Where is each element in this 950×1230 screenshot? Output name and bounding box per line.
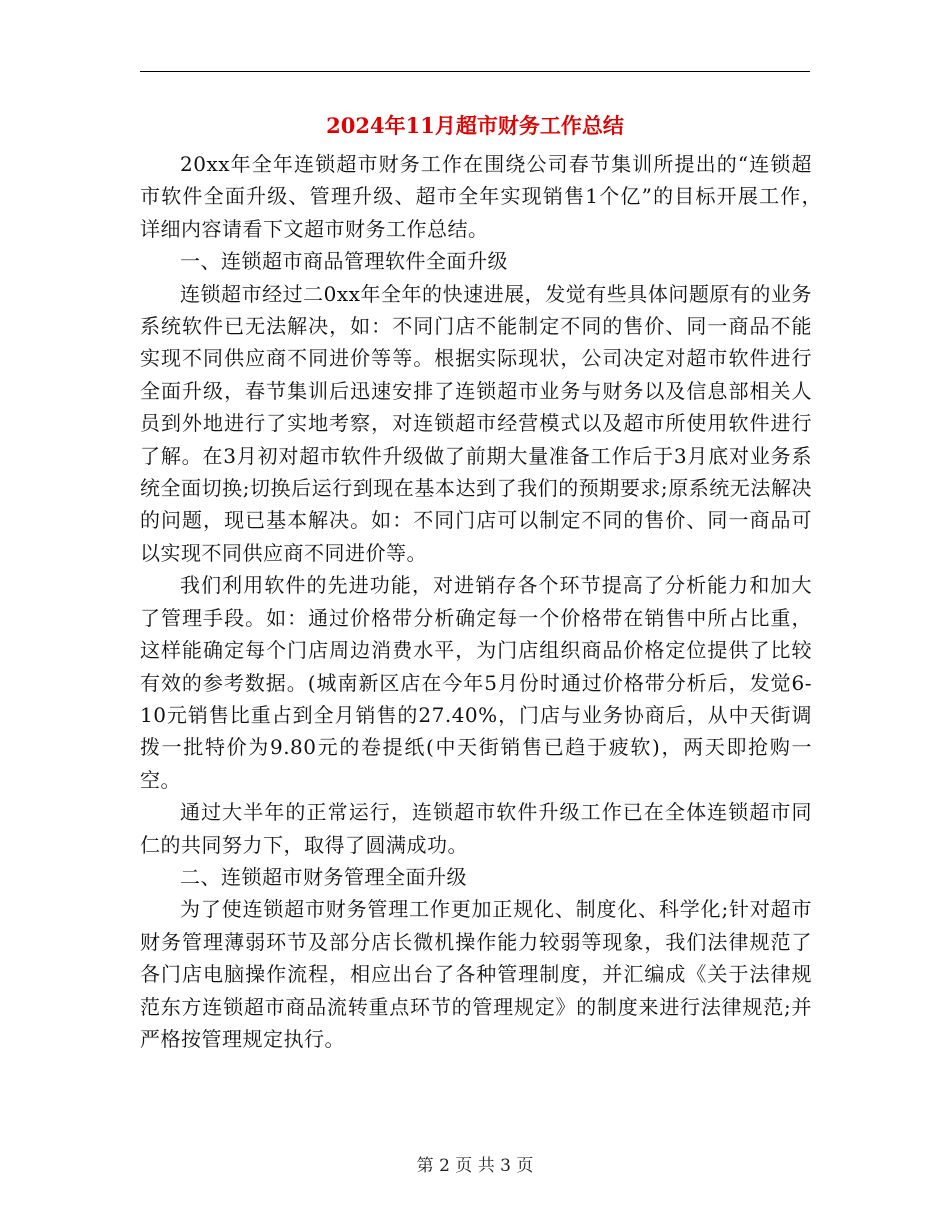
paragraph-intro: 20xx年全年连锁超市财务工作在围绕公司春节集训所提出的“连锁超市软件全面升级、管理升级、超市全年实现销售1个亿”的目标开展工作， 详细内容请看下文超市财务工作总结。 xyxy=(140,152,833,241)
section-heading-2: 二、连锁超市财务管理全面升级 xyxy=(180,864,467,889)
paragraph-upgrade-success: 通过大半年的正常运行，连锁超市软件升级工作已在全体连锁超市同仁的共同努力下，取得了圆满成功。 xyxy=(140,800,812,857)
page-number: 第 2 页 共 3 页 xyxy=(416,1156,534,1176)
section-heading-1: 一、连锁超市商品管理软件全面升级 xyxy=(180,249,508,274)
document-body xyxy=(140,148,833,1055)
paragraph-software-upgrade: 连锁超市经过二0xx年全年的快速进展，发觉有些具体问题原有的业务系统软件已无法解决，如：不同门店不能制定不同的售价、同一商品不能实现不同供应商不同进价等等。根据实际现状，公司决定对超市软件进行全面升级，春节集训后迅速安排了连锁超市业务与财务以及信息部相关人员到外地进行了实地考察，对连锁超市经营模式以及超市所使用软件进行了解。在3月初对超市软件升级做了前期大量准备工作后于3月底对业务系统全面切换;切换后运行到现在基本达到了我们的预期要求;原系统无法解决的问题，现已基本解决。如：不同门店可以制定不同的售价、同一商品可以实现不同供应商不同进价等。 xyxy=(140,281,812,565)
paragraph-finance-upgrade: 为了使连锁超市财务管理工作更加正规化、制度化、科学化;针对超市财务管理薄弱环节及部分店长微机操作能力较弱等现象，我们法律规范了各门店电脑操作流程，相应出台了各种管理制度，并汇编成《关于法律规范东方连锁超市商品流转重点环节的管理规定》的制度来进行法律规范;并严格按管理规定执行。 xyxy=(140,897,812,1051)
document-title: 2024年11月超市财务工作总结 xyxy=(326,113,624,138)
paragraph-price-analysis: 我们利用软件的先进功能，对进销存各个环节提高了分析能力和加大了管理手段。如：通过价格带分析确定每一个价格带在销售中所占比重，这样能确定每个门店周边消费水平，为门店组织商品价格定位提供了比较有效的参考数据。(城南新区店在今年5月份时通过价格带分析后，发觉6-10元销售比重占到全月销售的27.40%，门店与业务协商后，从中天街调拨一批特价为9.80元的卷提纸(中天街销售已趋于疲软)，两天即抢购一空。 xyxy=(140,573,812,792)
header-rule xyxy=(140,71,810,72)
